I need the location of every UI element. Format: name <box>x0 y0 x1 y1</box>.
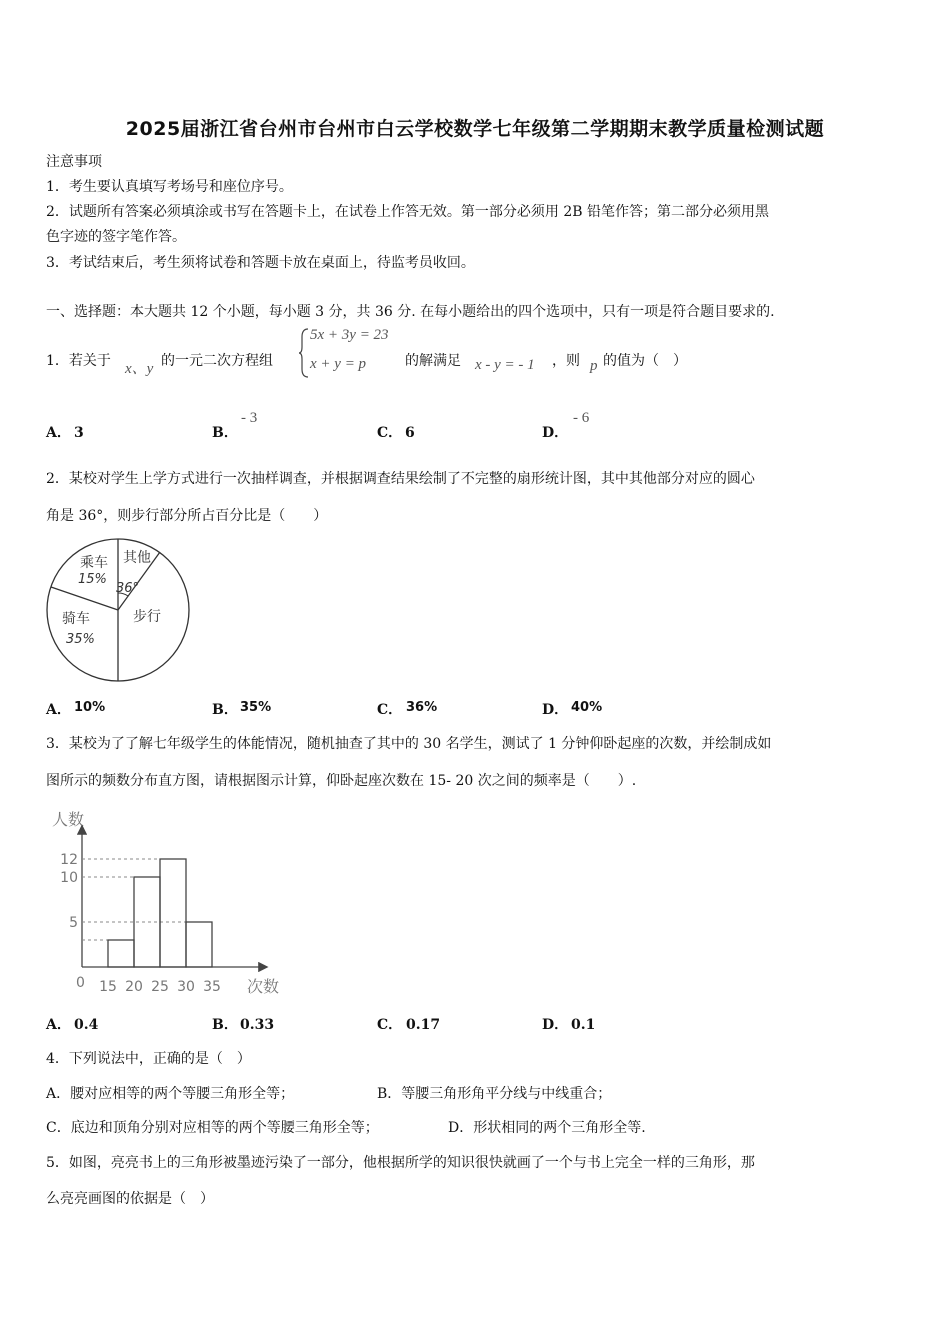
q3-option-d-label: D． <box>542 1017 569 1033</box>
q1-eq1: 5x + 3y = 23 <box>310 327 389 343</box>
notice-item: 1．考生要认真填写考场号和座位序号。 <box>46 179 293 195</box>
page-title: 2025届浙江省台州市台州市白云学校数学七年级第二学期期末教学质量检测试题 <box>125 118 825 140</box>
pie-pct-chengche: 15% <box>78 572 107 587</box>
q1-option-b-label: B． <box>212 425 238 441</box>
q3-option-a: 0.4 <box>74 1017 99 1033</box>
q1-then: ，则 <box>552 353 580 369</box>
histogram-origin: 0 <box>76 975 85 991</box>
q2-option-b-label: B． <box>212 702 238 718</box>
section-heading: 一、选择题：本大题共 12 个小题，每小题 3 分，共 36 分. 在每小题给出的四个选项中，只有一项是符合题目要求的. <box>46 304 775 320</box>
histogram-xtick: 35 <box>203 979 221 995</box>
notice-heading: 注意事项 <box>46 154 102 170</box>
q3-option-b: 0.33 <box>240 1017 275 1033</box>
q2-line1: 2．某校对学生上学方式进行一次抽样调查，并根据调查结果绘制了不完整的扇形统计图，其中其他部分对应的圆心 <box>46 471 755 487</box>
q1-vars: x、y <box>125 361 154 377</box>
q1-prefix: 1．若关于 <box>46 353 111 369</box>
q2-option-c-label: C． <box>377 702 403 718</box>
q1-option-d: - 6 <box>573 410 590 426</box>
histogram-bar <box>108 940 134 967</box>
q2-option-d: 40% <box>571 700 603 715</box>
histogram-xlabel: 次数 <box>247 977 280 996</box>
q5-line1: 5．如图，亮亮书上的三角形被墨迹污染了一部分，他根据所学的知识很快就画了一个与书上完全一样的三角形，那 <box>46 1155 755 1171</box>
histogram-ylabel: 人数 <box>52 810 85 829</box>
q3-option-c: 0.17 <box>406 1017 441 1033</box>
q3-option-d: 0.1 <box>571 1017 596 1033</box>
q5-line2: 么亮亮画图的依据是（ ） <box>46 1191 214 1207</box>
q3-option-a-label: A． <box>46 1017 71 1033</box>
q4-option-d: D．形状相同的两个三角形全等. <box>448 1120 646 1136</box>
q2-line2: 角是 36°，则步行部分所占百分比是（ ） <box>46 508 328 524</box>
histogram-ytick: 12 <box>60 852 78 868</box>
notice-item: 色字迹的签字笔作答。 <box>46 229 186 245</box>
q3-option-c-label: C． <box>377 1017 403 1033</box>
histogram-xtick: 25 <box>151 979 169 995</box>
pie-pct-qita: 36° <box>116 581 140 596</box>
q2-option-b: 35% <box>240 700 272 715</box>
histogram-chart <box>44 805 294 1000</box>
pie-label-chengche: 乘车 <box>80 555 108 571</box>
histogram-xtick: 15 <box>99 979 117 995</box>
q2-option-d-label: D． <box>542 702 569 718</box>
q4-option-a: A．腰对应相等的两个等腰三角形全等； <box>46 1086 295 1102</box>
q1-option-a-label: A． <box>46 425 71 441</box>
q3-option-b-label: B． <box>212 1017 238 1033</box>
q1-mid: 的一元二次方程组 <box>161 353 273 369</box>
q1-option-c-label: C． <box>377 425 403 441</box>
pie-divider-left <box>51 587 118 610</box>
q1-brace <box>298 327 310 379</box>
q4-stem: 4．下列说法中，正确的是（ ） <box>46 1051 251 1067</box>
histogram-bar <box>186 922 212 967</box>
q2-option-a-label: A． <box>46 702 71 718</box>
histogram-ytick: 10 <box>60 870 78 886</box>
histogram-xtick: 20 <box>125 979 143 995</box>
pie-chart <box>40 535 195 685</box>
notice-item: 2．试题所有答案必须填涂或书写在答题卡上，在试卷上作答无效。第一部分必须用 2B 铅笔作答；第二部分必须用黑 <box>46 204 769 220</box>
pie-label-qiche: 骑车 <box>62 611 90 627</box>
q1-option-d-label: D． <box>542 425 569 441</box>
q1-suffix: 的值为（ ） <box>603 353 687 369</box>
q4-option-c: C．底边和顶角分别对应相等的两个等腰三角形全等； <box>46 1120 379 1136</box>
q1-condition: x - y = - 1 <box>475 357 535 373</box>
pie-label-qita: 其他 <box>123 550 151 566</box>
pie-label-buxing: 步行 <box>133 609 161 625</box>
histogram-ytick: 5 <box>69 915 78 931</box>
q2-option-a: 10% <box>74 700 106 715</box>
q1-option-a: 3 <box>74 425 84 441</box>
q1-option-c: 6 <box>405 425 415 441</box>
q4-option-b: B．等腰三角形角平分线与中线重合； <box>377 1086 612 1102</box>
q1-option-b: - 3 <box>241 410 258 426</box>
pie-pct-qiche: 35% <box>66 632 95 647</box>
q2-option-c: 36% <box>406 700 438 715</box>
histogram-bar <box>160 859 186 967</box>
notice-item: 3．考试结束后，考生须将试卷和答题卡放在桌面上，待监考员收回。 <box>46 255 475 271</box>
histogram-xtick: 30 <box>177 979 195 995</box>
q3-line1: 3．某校为了了解七年级学生的体能情况，随机抽查了其中的 30 名学生，测试了 1 分钟仰卧起座的次数，并绘制成如 <box>46 736 772 752</box>
q1-p: p <box>590 358 598 374</box>
q3-line2: 图所示的频数分布直方图，请根据图示计算，仰卧起座次数在 15- 20 次之间的频率是（ ）. <box>46 773 637 789</box>
q1-cond-pre: 的解满足 <box>405 353 461 369</box>
q1-eq2: x + y = p <box>310 356 367 372</box>
